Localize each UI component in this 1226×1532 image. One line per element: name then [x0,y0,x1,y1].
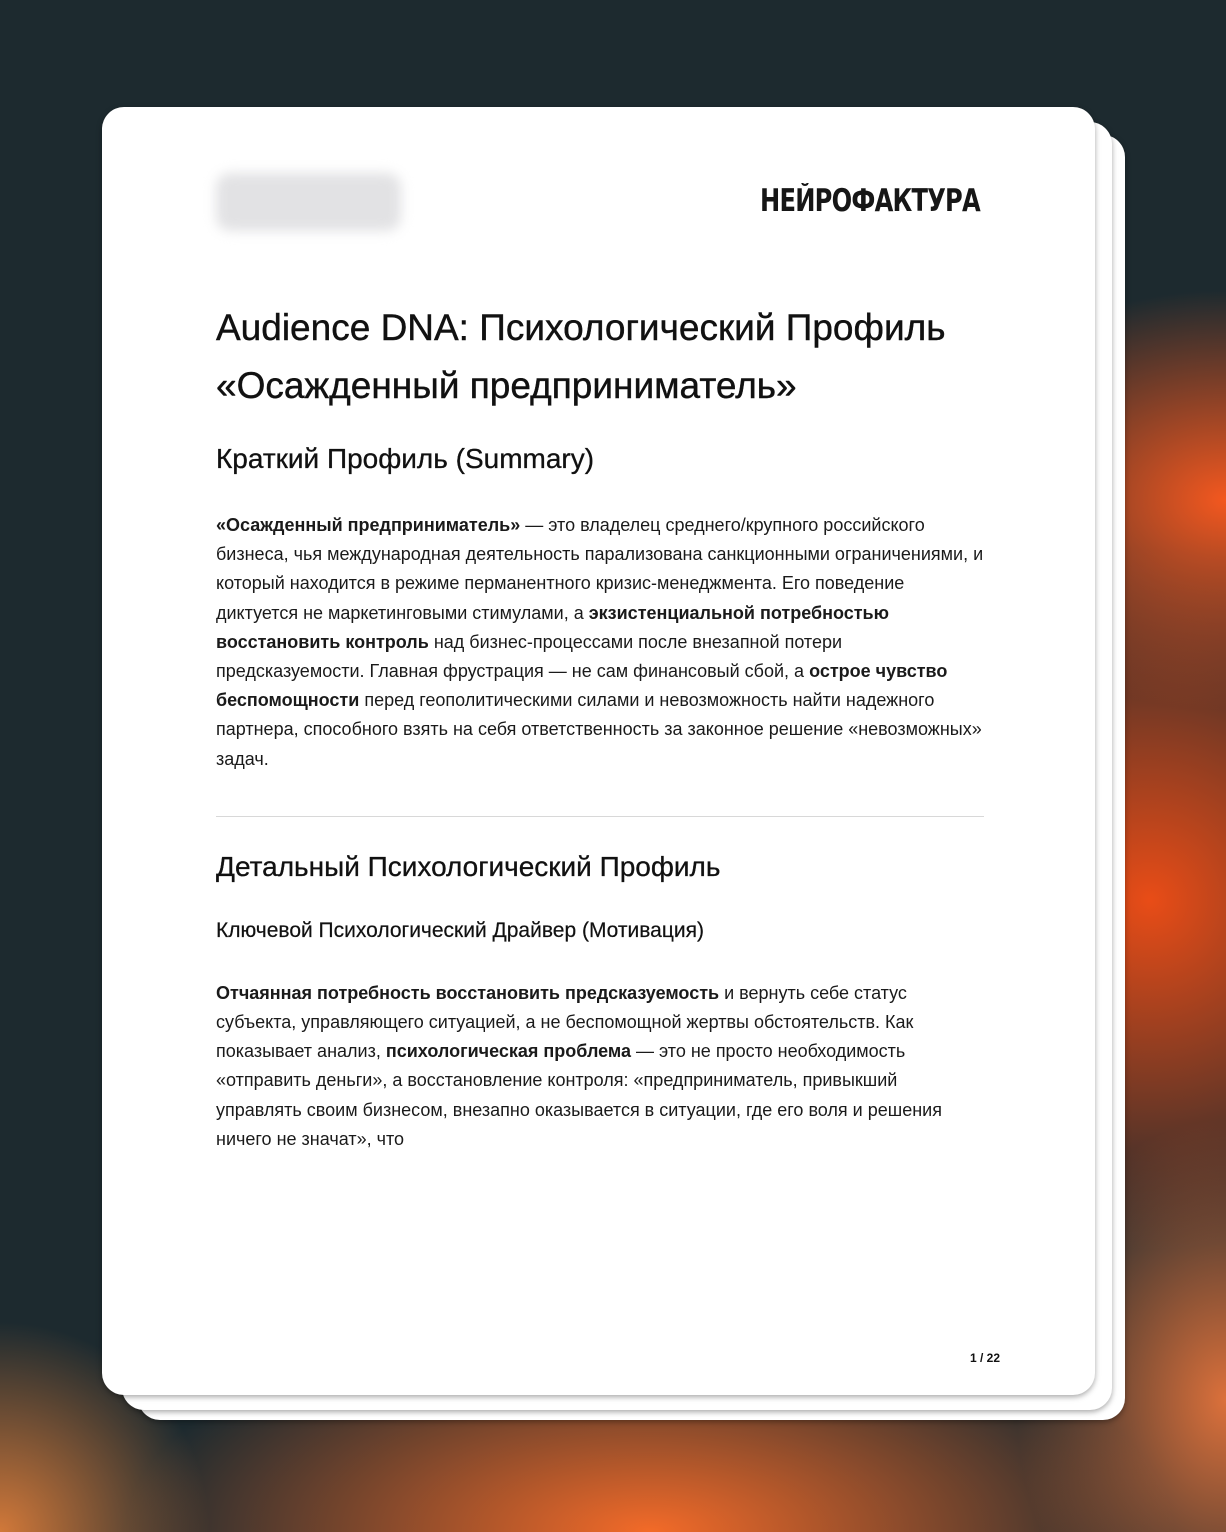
bold-text: экзистенциальной потребностью восстановить контроль [216,602,889,652]
summary-paragraph [216,511,984,774]
text-segment: и вернуть себе статус субъекта, управляющего ситуацией, а не беспомощной жертвы обстоятельств. Как показывает анализ, [216,982,914,1062]
page-content [216,299,984,1154]
text-segment: — это не просто необходимость «отправить деньги», а восстановление контроля: «предприниматель, привыкший управлять своим бизнесом, внезапно оказывается в ситуации, где его воля и решения ничего не значат», что [216,1041,942,1149]
text-segment: — это владелец среднего/крупного российского бизнеса, чья международная деятельность парализована санкционными ограничениями, и который находится в режиме перманентного кризис-менеджмента. Его поведение диктуется не маркетинговыми стимулами, а [216,515,984,623]
text-segment: над бизнес-процессами после внезапной потери предсказуемости. Главная фрустрация — не сам финансовый сбой, а [216,631,843,682]
page-number: 1 / 22 [969,1351,1000,1365]
bold-text: психологическая проблема [385,1041,632,1062]
detail-heading: Детальный Психологический Профиль [216,850,721,882]
document-title: Audience DNA: Психологический Профиль «Осажденный предприниматель» [216,307,946,406]
brand-logo: НЕЙРОФАКТУРА [760,183,980,219]
detail-subheading: Ключевой Психологический Драйвер (Мотивация) [216,918,704,942]
blurred-logo [216,173,401,231]
document-page [102,107,1095,1395]
detail-paragraph [216,979,984,1154]
summary-heading: Краткий Профиль (Summary) [216,443,595,474]
bold-text: Отчаянная потребность восстановить предсказуемость [216,982,720,1003]
divider [216,816,984,817]
bold-text: «Осажденный предприниматель» [216,515,521,535]
bold-text: острое чувство беспомощности [216,661,948,711]
text-segment: перед геополитическими силами и невозможность найти надежного партнера, способного взять на себя ответственность за законное решение «невозможных» задач. [216,690,982,769]
